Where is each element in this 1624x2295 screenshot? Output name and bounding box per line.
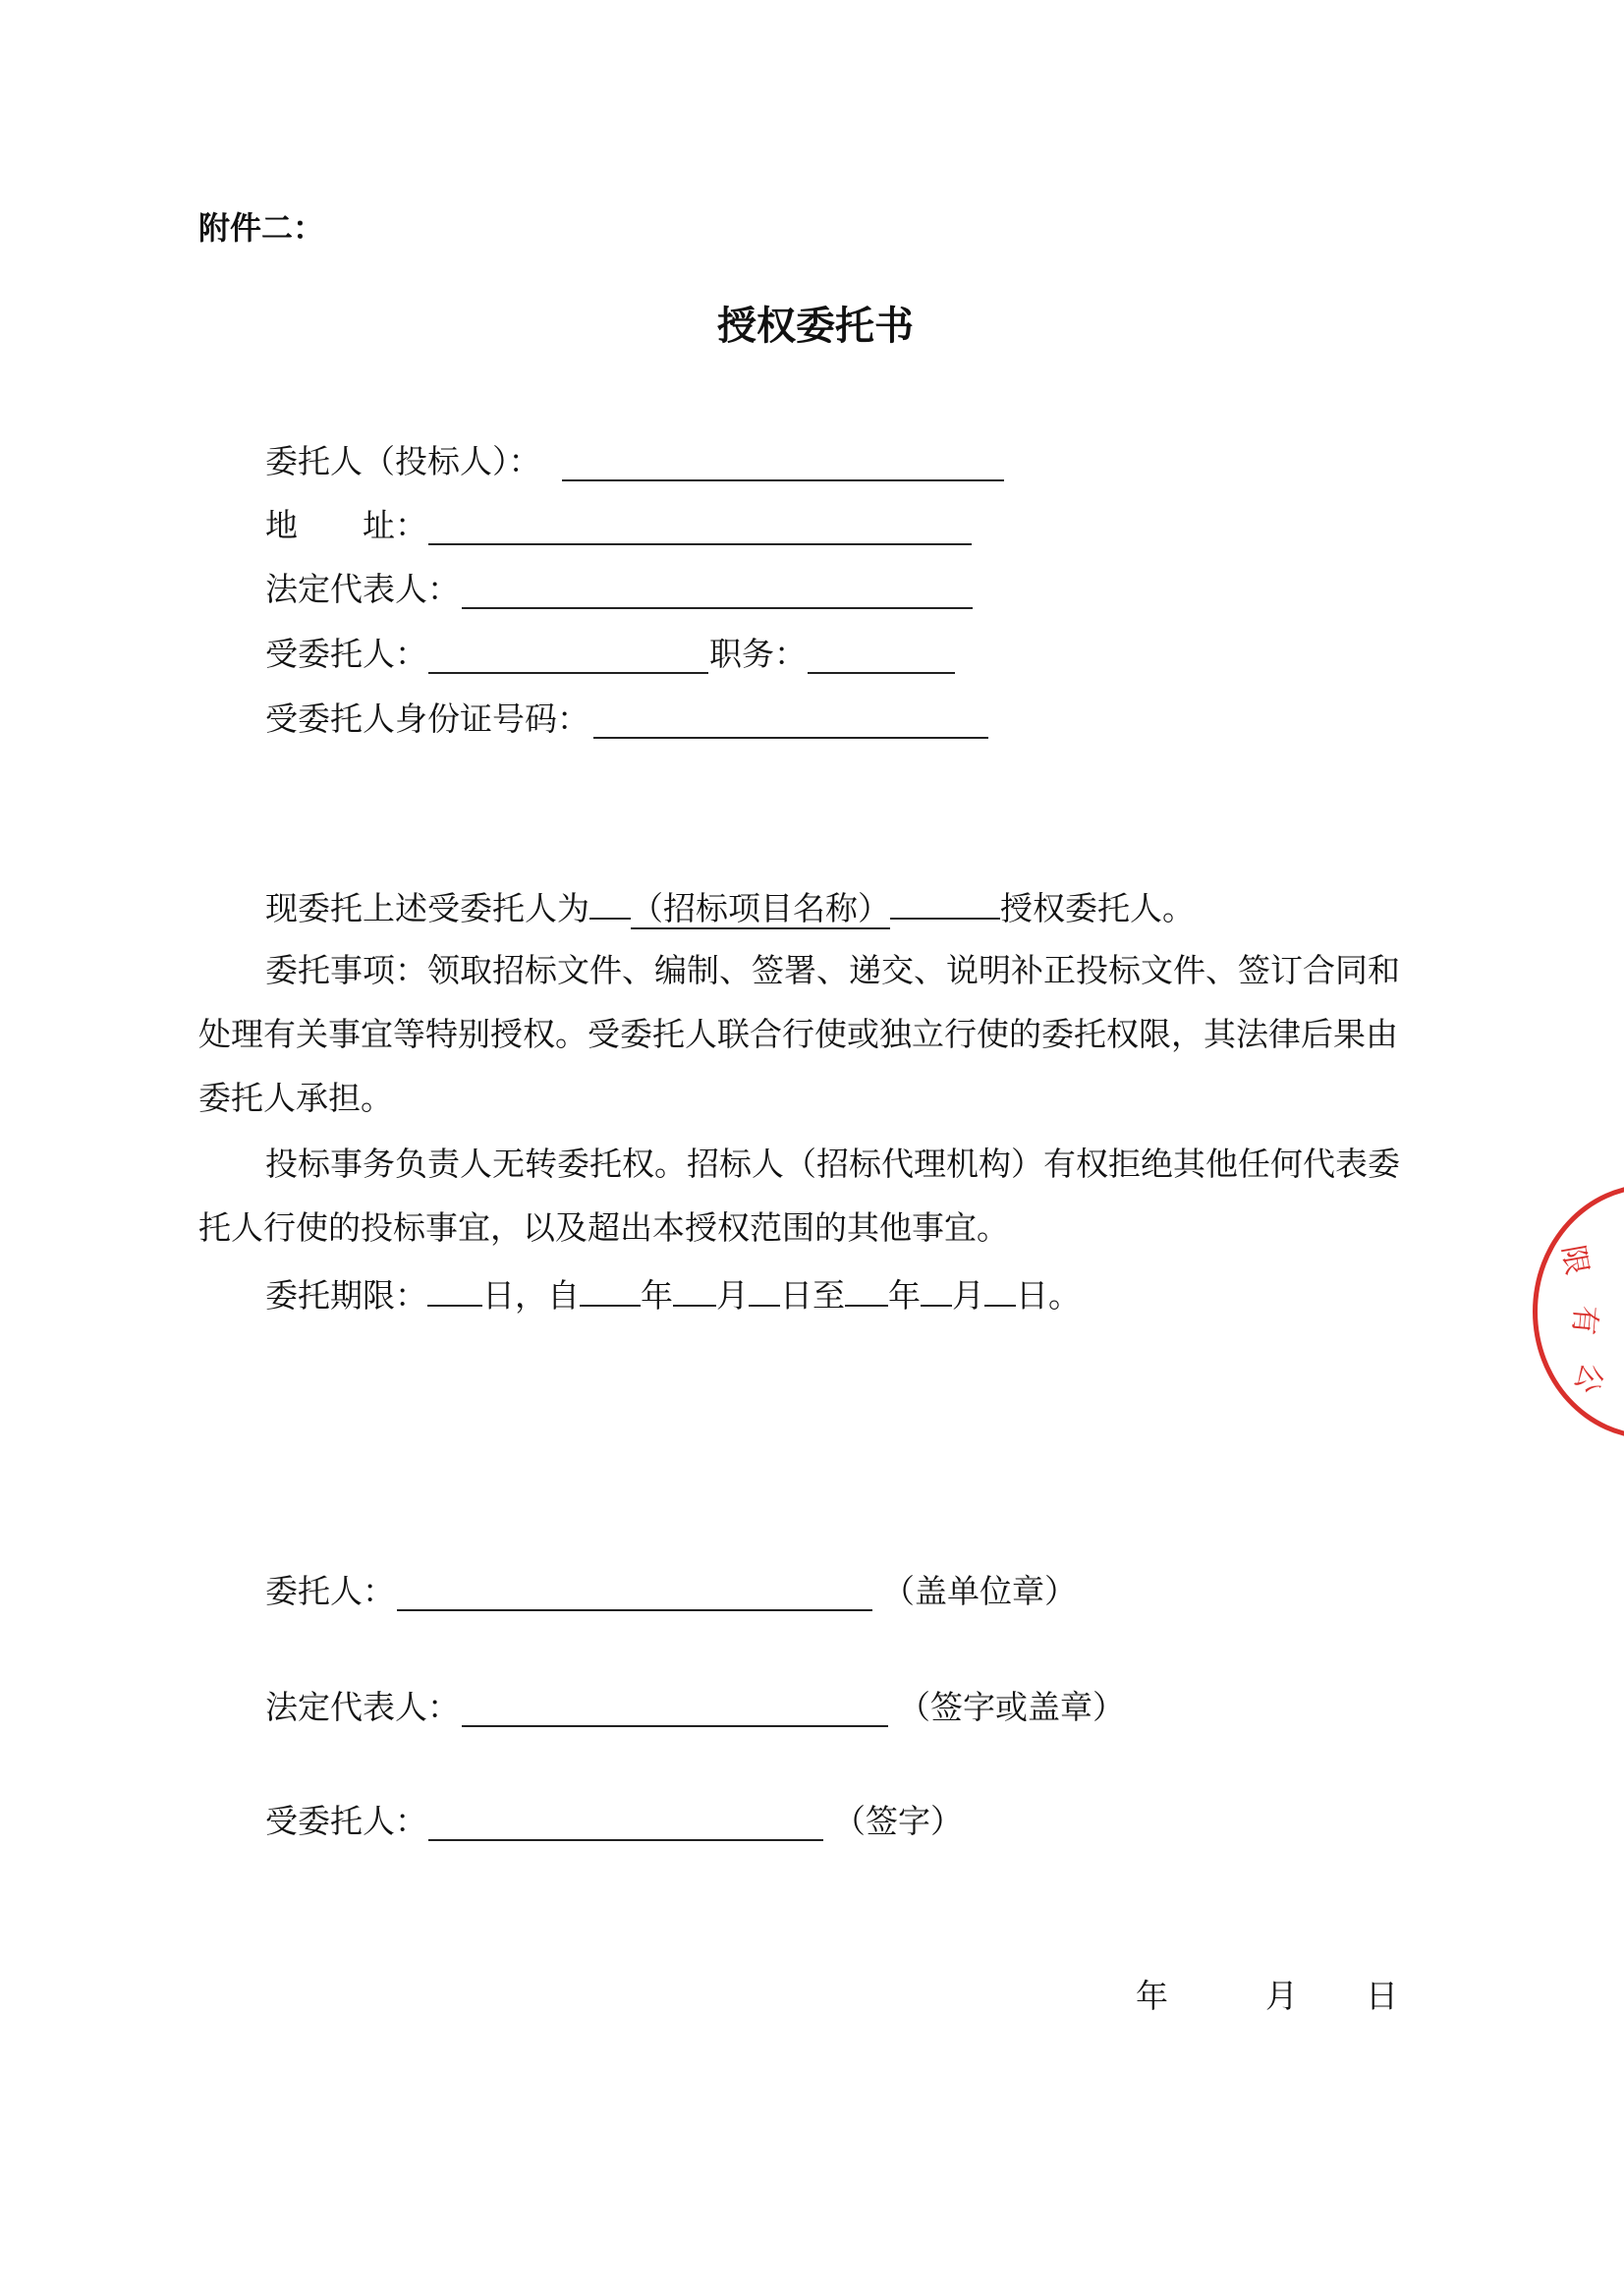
- start-year-unit: 年: [641, 1276, 673, 1315]
- period-label: 委托期限：: [265, 1276, 427, 1315]
- end-day-unit: 日。: [1016, 1276, 1081, 1315]
- agent-label: 受委托人：: [265, 635, 427, 673]
- principal-label: 委托人（投标人）：: [265, 442, 541, 480]
- sign-principal-label: 委托人：: [265, 1572, 395, 1610]
- start-month-blank[interactable]: [673, 1273, 716, 1307]
- seal-char-2: 有: [1565, 1304, 1603, 1337]
- date-month: 月: [1265, 1977, 1298, 2015]
- date-day: 日: [1366, 1977, 1398, 2015]
- end-year-unit: 年: [888, 1276, 921, 1315]
- date-year: 年: [1136, 1977, 1168, 2015]
- start-day-blank[interactable]: [749, 1273, 780, 1307]
- position-label: 职务：: [709, 635, 807, 673]
- authorization-suffix: 授权委托人。: [1000, 889, 1195, 927]
- project-blank-right[interactable]: [890, 886, 1000, 920]
- legal-rep-blank[interactable]: [462, 607, 973, 609]
- authorization-line: [265, 886, 1195, 928]
- sign-agent-blank[interactable]: [428, 1839, 823, 1841]
- company-seal-stamp: [1533, 1184, 1624, 1439]
- project-blank-left[interactable]: [589, 886, 631, 920]
- seal-char-3: 公: [1567, 1358, 1610, 1398]
- address-label: 地 址：: [265, 506, 427, 544]
- sign-legal-rep-label: 法定代表人：: [265, 1688, 460, 1726]
- matters-line-3: 委托人承担。: [198, 1079, 393, 1117]
- sign-agent-label: 受委托人：: [265, 1802, 427, 1840]
- position-blank[interactable]: [808, 672, 955, 674]
- agent-id-label: 受委托人身份证号码：: [265, 700, 589, 738]
- agent-blank[interactable]: [428, 672, 708, 674]
- authorization-prefix: 现委托上述受委托人为: [265, 889, 589, 927]
- matters-line-2: 处理有关事宜等特别授权。受委托人联合行使或独立行使的委托权限，其法律后果由: [198, 1015, 1398, 1053]
- sign-legal-rep-blank[interactable]: [462, 1725, 888, 1727]
- document-title: 授权委托书: [717, 304, 914, 349]
- start-day-unit: 日至: [780, 1276, 845, 1315]
- principal-blank[interactable]: [562, 479, 1004, 481]
- legal-rep-label: 法定代表人：: [265, 570, 460, 608]
- end-month-unit: 月: [952, 1276, 984, 1315]
- matters-line-1: 委托事项：领取招标文件、编制、签署、递交、说明补正投标文件、签订合同和: [265, 951, 1400, 989]
- period-days-blank[interactable]: [427, 1273, 482, 1307]
- period-day-unit: 日，自: [482, 1276, 580, 1315]
- seal-char-1: 限: [1554, 1242, 1595, 1278]
- transfer-line-1: 投标事务负责人无转委托权。招标人（招标代理机构）有权拒绝其他任何代表委: [265, 1145, 1400, 1183]
- sign-principal-blank[interactable]: [397, 1609, 872, 1611]
- sign-agent-note: （签字）: [833, 1802, 963, 1840]
- agent-id-blank[interactable]: [593, 737, 988, 739]
- sign-legal-rep-note: （签字或盖章）: [898, 1688, 1125, 1726]
- period-line: [265, 1273, 1081, 1315]
- sign-principal-note: （盖单位章）: [882, 1572, 1077, 1610]
- transfer-line-2: 托人行使的投标事宜，以及超出本授权范围的其他事宜。: [198, 1208, 1009, 1247]
- start-year-blank[interactable]: [580, 1273, 641, 1307]
- project-name-placeholder: （招标项目名称）: [631, 889, 890, 927]
- start-month-unit: 月: [716, 1276, 749, 1315]
- address-blank[interactable]: [428, 543, 972, 545]
- attachment-label: 附件二：: [198, 209, 325, 247]
- end-day-blank[interactable]: [984, 1273, 1016, 1307]
- end-year-blank[interactable]: [845, 1273, 888, 1307]
- end-month-blank[interactable]: [921, 1273, 952, 1307]
